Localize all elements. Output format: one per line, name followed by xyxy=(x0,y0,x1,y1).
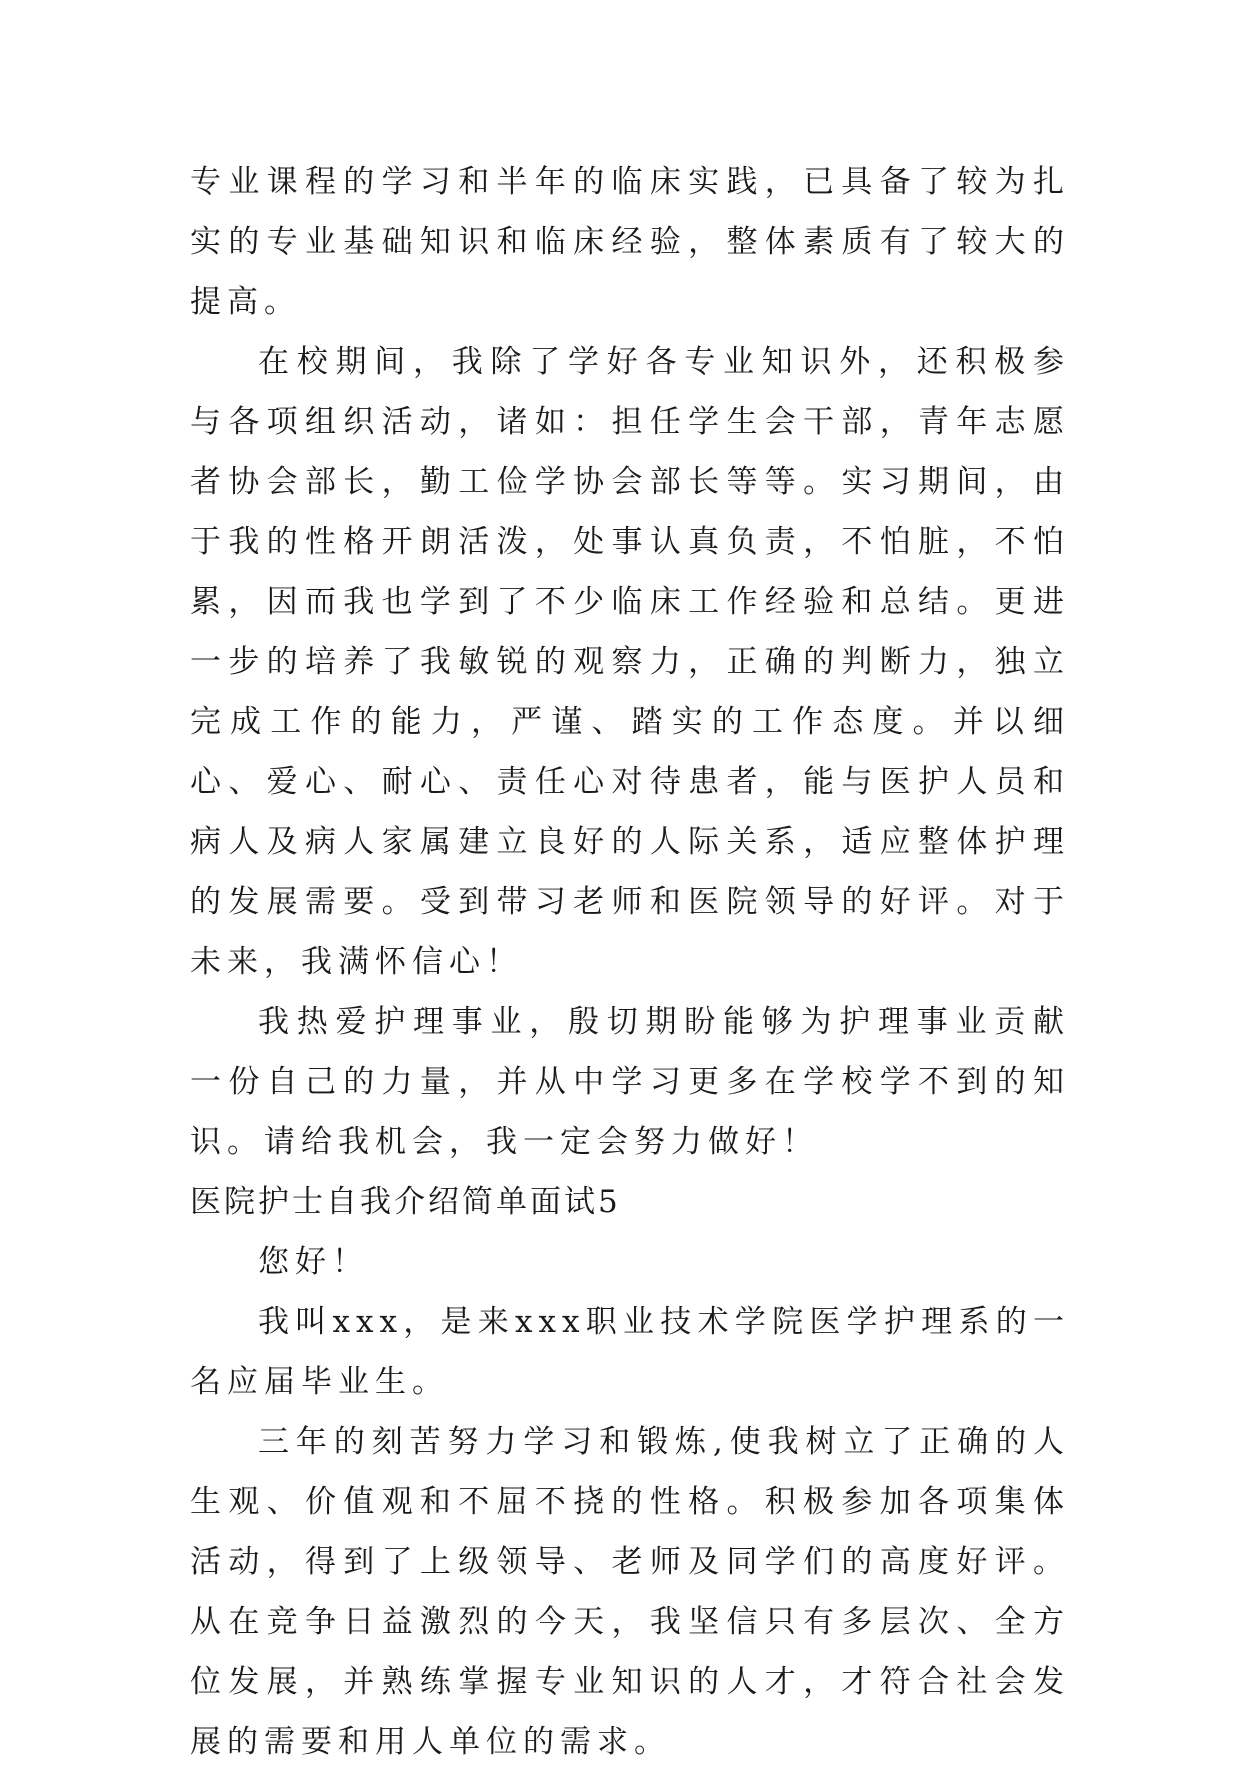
greeting: 您好！ xyxy=(258,1244,369,1280)
paragraph-school-activities: 在校期间，我除了学好各专业知识外，还积极参与各项组织活动，诸如：担任学生会干部，青年志愿者协会部长，勤工俭学协会部长等等。实习期间，由于我的性格开朗活泼，处事认真负责，不怕脏，不怕累，因而我也学到了不少临床工作经验和总结。更进一步的培养了我敏锐的观察力，正确的判断力，独立完成工作的能力，严谨、踏实的工作态度。并以细心、爱心、耐心、责任心对待患者，能与医护人员和病人及病人家属建立良好的人际关系，适应整体护理的发展需要。受到带习老师和医院领导的好评。对于未来，我满怀信心！ xyxy=(190,344,1070,980)
paragraph-career-aspiration: 我热爱护理事业，殷切期盼能够为护理事业贡献一份自己的力量，并从中学习更多在学校学不到的知识。请给我机会，我一定会努力做好！ xyxy=(190,1004,1070,1160)
paragraph-experience: 三年的刻苦努力学习和锻炼,使我树立了正确的人生观、价值观和不屈不挠的性格。积极参加各项集体活动，得到了上级领导、老师及同学们的高度好评。从在竞争日益激烈的今天，我坚信只有多层次、全方位发展，并熟练掌握专业知识的人才，才符合社会发展的需要和用人单位的需求。 xyxy=(190,1424,1070,1760)
paragraph-continued: 专业课程的学习和半年的临床实践，已具备了较为扎实的专业基础知识和临床经验，整体素质有了较大的提高。 xyxy=(190,164,1070,320)
section-title: 医院护士自我介绍简单面试5 xyxy=(190,1184,621,1220)
paragraph-introduction: 我叫xxx，是来xxx职业技术学院医学护理系的一名应届毕业生。 xyxy=(190,1304,1070,1400)
document-body xyxy=(190,152,1070,1772)
